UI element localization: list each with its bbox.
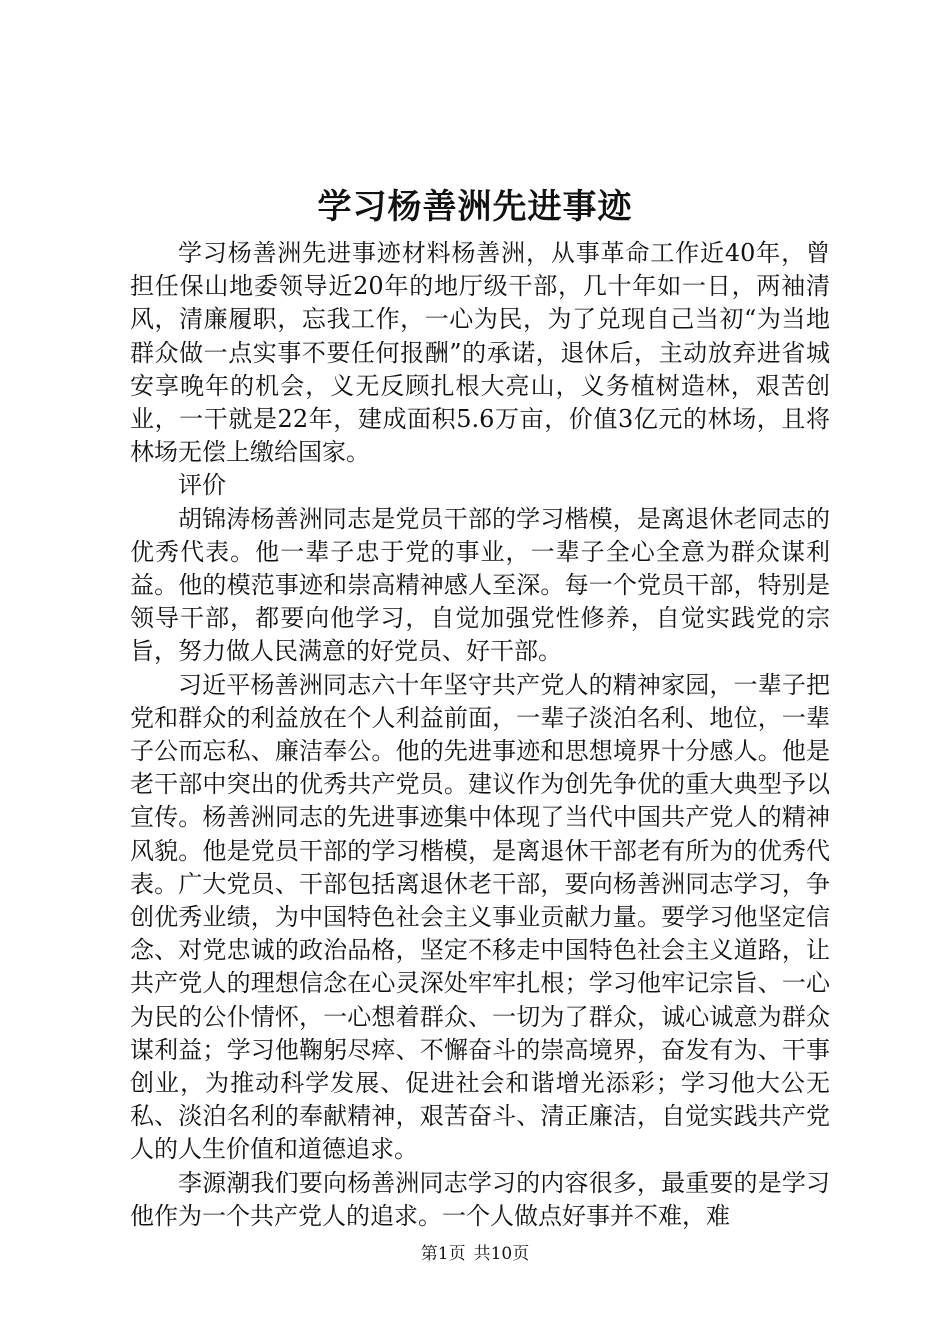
document-body [130,237,830,1233]
paragraph-xi-jinping: 习近平杨善洲同志六十年坚守共产党人的精神家园，一辈子把党和群众的利益放在个人利益前面，一辈子淡泊名利、地位，一辈子公而忘私、廉洁奉公。他的先进事迹和思想境界十分感人。他是老干部中突出的优秀共产党员。建议作为创先争优的重大典型予以宣传。杨善洲同志的先进事迹集中体现了当代中国共产党人的精神风貌。他是党员干部的学习楷模，是离退休干部老有所为的优秀代表。广大党员、干部包括离退休老干部，要向杨善洲同志学习，争创优秀业绩，为中国特色社会主义事业贡献力量。要学习他坚定信念、对党忠诚的政治品格，坚定不移走中国特色社会主义道路，让共产党人的理想信念在心灵深处牢牢扎根；学习他牢记宗旨、一心为民的公仆情怀，一心想着群众、一切为了群众，诚心诚意为群众谋利益；学习他鞠躬尽瘁、不懈奋斗的崇高境界，奋发有为、干事创业，为推动科学发展、促进社会和谐增光添彩；学习他大公无私、淡泊名利的奉献精神，艰苦奋斗、清正廉洁，自觉实践共产党人的人生价值和道德追求。 [130,670,830,1164]
paragraph-intro: 学习杨善洲先进事迹材料杨善洲，从事革命工作近40年，曾担任保山地委领导近20年的地厅级干部，几十年如一日，两袖清风，清廉履职，忘我工作，一心为民，为了兑现自己当初“为当地群众做一点实事不要任何报酬”的承诺，退休后，主动放弃进省城安享晚年的机会，义无反顾扎根大亮山，义务植树造林，艰苦创业，一干就是22年，建成面积5.6万亩，价值3亿元的林场，且将林场无偿上缴给国家。 [130,239,830,467]
section-label-evaluation: 评价 [178,471,226,500]
document-title: 学习杨善洲先进事迹 [317,187,633,227]
paragraph-hu-jintao: 胡锦涛杨善洲同志是党员干部的学习楷模，是离退休老同志的优秀代表。他一辈子忠于党的事业，一辈子全心全意为群众谋利益。他的模范事迹和崇高精神感人至深。每一个党员干部，特别是领导干部，都要向他学习，自觉加强党性修养，自觉实践党的宗旨，努力做人民满意的好党员、好干部。 [130,504,830,666]
page-number-total: 共10页 [473,1244,530,1264]
page-footer [0,1240,950,1268]
page-number-current: 第1页 [420,1244,466,1264]
paragraph-li-yuanchao: 李源潮我们要向杨善洲同志学习的内容很多，最重要的是学习他作为一个共产党人的追求。一个人做点好事并不难，难 [130,1168,830,1230]
